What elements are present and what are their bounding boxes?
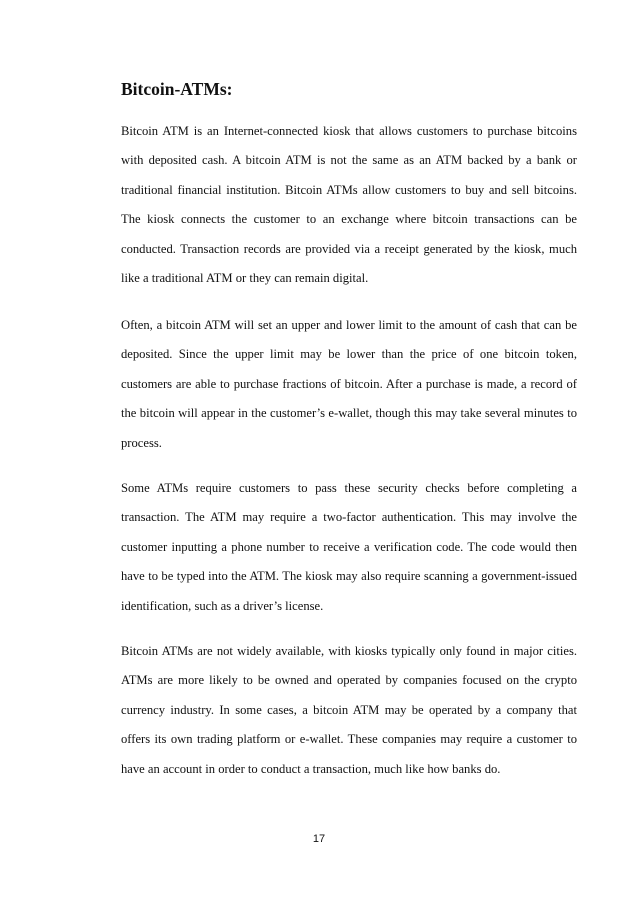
section-heading: Bitcoin-ATMs:: [121, 79, 233, 99]
paragraph-1: Bitcoin ATM is an Internet-connected kiosk that allows customers to purchase bitcoins with deposited cash. A bitcoin ATM is not the same as an ATM backed by a bank or traditional financial institution. Bitcoin ATMs allow customers to buy and sell bitcoins. The kiosk connects the customer to an exchange where bitcoin transactions can be conducted. Transaction records are provided via a receipt generated by the kiosk, much like a traditional ATM or they can remain digital.: [121, 124, 577, 286]
paragraph-2: Often, a bitcoin ATM will set an upper and lower limit to the amount of cash that can be deposited. Since the upper limit may be lower than the price of one bitcoin token, customers are able to purchase fractions of bitcoin. After a purchase is made, a record of the bitcoin will appear in the customer’s e-wallet, though this may take several minutes to process.: [121, 318, 577, 450]
paragraph-4: Bitcoin ATMs are not widely available, with kiosks typically only found in major cities. ATMs are more likely to be owned and operated by companies focused on the crypto currency industry. In some cases, a bitcoin ATM may be operated by a company that offers its own trading platform or e-wallet. These companies may require a customer to have an account in order to conduct a transaction, much like how banks do.: [121, 644, 577, 776]
paragraph-3: Some ATMs require customers to pass these security checks before completing a transaction. The ATM may require a two-factor authentication. This may involve the customer inputting a phone number to receive a verification code. The code would then have to be typed into the ATM. The kiosk may also require scanning a government-issued identification, such as a driver’s license.: [121, 481, 577, 613]
page-number: 17: [312, 833, 326, 845]
